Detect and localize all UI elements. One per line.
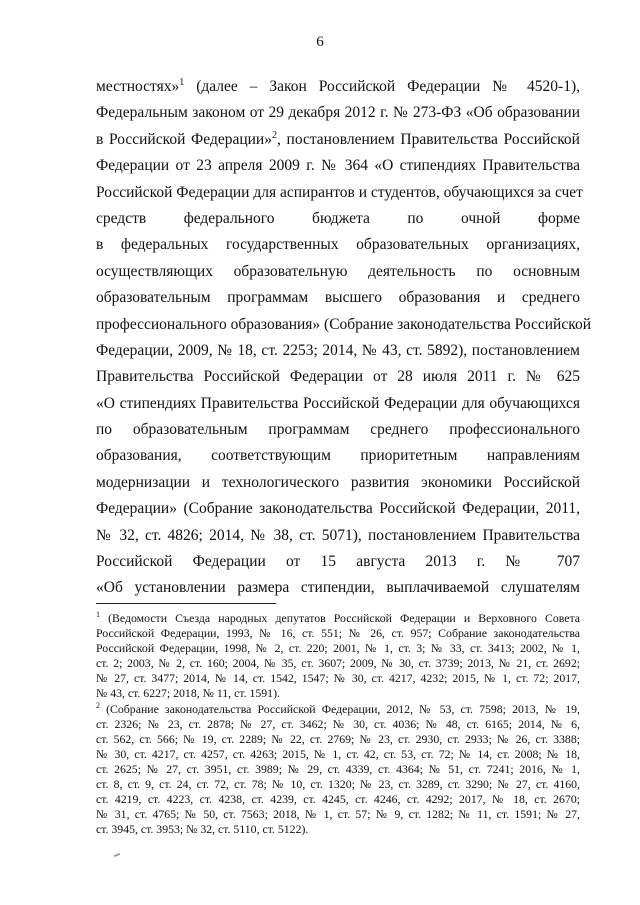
body-text-line bbox=[96, 364, 580, 390]
text-segment: № 31, ст. 4765; № 50, ст. 7563; 2018, № 1, ст. 57; № 9, ст. 1282; № 11, ст. 1591; № 27, bbox=[96, 807, 580, 822]
footnotes bbox=[96, 611, 580, 837]
body-text-line bbox=[96, 153, 580, 179]
text-segment: «Об установлении размера стипендии, выплачиваемой слушателям bbox=[96, 579, 580, 597]
footnote-reference: 2 bbox=[271, 129, 277, 141]
text-segment: ст. 2326; № 23, ст. 2878; № 27, ст. 3462; № 30, ст. 4036; № 48, ст. 6165; 2014, № 6, bbox=[96, 716, 580, 731]
text-segment: Российской Федерации, 1993, № 16, ст. 551; № 26, ст. 957; Собрание законодательства bbox=[96, 626, 580, 641]
footnote-reference: 2 bbox=[96, 700, 100, 710]
text-segment: образования, соответствующим приоритетным направлениям bbox=[96, 447, 580, 465]
footnote-line bbox=[96, 822, 580, 837]
body-text-line bbox=[96, 127, 580, 153]
text-segment: Федерации от 23 апреля 2009 г. № 364 «О стипендиях Правительства bbox=[96, 157, 580, 175]
text-segment: ст. 4219, ст. 4223, ст. 4238, ст. 4239, ст. 4245, ст. 4246, ст. 4292; 2017, № 18, ст. 2670; bbox=[96, 792, 580, 807]
body-text-line bbox=[96, 180, 583, 206]
footnote-line bbox=[96, 747, 580, 762]
page-number: 6 bbox=[316, 34, 324, 50]
text-segment: в федеральных государственных образовательных организациях, bbox=[96, 236, 580, 254]
body-text-line bbox=[96, 391, 580, 417]
footnote-reference: 1 bbox=[96, 610, 100, 620]
text-segment: осуществляющих образовательную деятельность по основным bbox=[96, 262, 580, 280]
text-segment: (Собрание законодательства Российской Федерации, 2012, № 53, ст. 7598; 2013, № 19, bbox=[100, 701, 580, 716]
text-segment: Правительства Российской Федерации от 28 июля 2011 г. № 625 bbox=[96, 368, 580, 386]
footnote-line bbox=[96, 762, 580, 777]
footnote-line bbox=[96, 686, 580, 701]
text-segment: модернизации и технологического развития экономики Российской bbox=[96, 473, 580, 491]
footnote-line bbox=[96, 702, 580, 717]
text-segment: (Ведомости Съезда народных депутатов Российской Федерации и Верховного Совета bbox=[100, 611, 580, 625]
body-text-line bbox=[96, 575, 580, 601]
body-text bbox=[96, 74, 591, 602]
text-segment: Российской Федерации от 15 августа 2013 г. № 707 bbox=[96, 553, 580, 571]
footnote-line bbox=[96, 626, 580, 641]
body-text-line bbox=[96, 100, 580, 126]
body-text-line bbox=[96, 312, 591, 338]
text-segment: в Российской Федерации» bbox=[96, 130, 272, 148]
body-text-line bbox=[96, 470, 580, 496]
text-segment: (далее – Закон Российской Федерации № 4520-1), bbox=[184, 78, 580, 95]
text-segment: профессионального образования» (Собрание законодательства Российской bbox=[96, 315, 591, 333]
footnote-line bbox=[96, 611, 580, 626]
text-segment: «О стипендиях Правительства Российской Федерации для обучающихся bbox=[96, 394, 580, 412]
body-text-line bbox=[96, 74, 580, 100]
body-text-line bbox=[96, 523, 580, 549]
text-segment: № 43, ст. 6227; 2018, № 11, ст. 1591). bbox=[96, 686, 280, 701]
text-segment: № 30, ст. 4217, ст. 4257, ст. 4263; 2015, № 1, ст. 42, ст. 53, ст. 72; № 14, ст. 2008; № 18, bbox=[96, 746, 580, 761]
text-segment: Федерации» (Собрание законодательства Российской Федерации, 2011, bbox=[96, 500, 580, 518]
text-segment: ст. 2; 2003, № 2, ст. 160; 2004, № 35, ст. 3607; 2009, № 30, ст. 3739; 2013, № 21, ст. 2692; bbox=[96, 656, 580, 671]
text-segment: ст. 3945, ст. 3953; № 32, ст. 5110, ст. 5122). bbox=[96, 822, 309, 837]
text-segment: Федерации, 2009, № 18, ст. 2253; 2014, № 43, ст. 5892), постановлением bbox=[96, 341, 580, 359]
body-text-line bbox=[96, 338, 580, 364]
text-segment: № 32, ст. 4826; 2014, № 38, ст. 5071), постановлением Правительства bbox=[96, 526, 580, 544]
footnote-line bbox=[96, 807, 580, 822]
footnote-line bbox=[96, 777, 580, 792]
text-segment: ст. 2625; № 27, ст. 3951, ст. 3989; № 29, ст. 4339, ст. 4364; № 51, ст. 7241; 2016, № 1, bbox=[96, 761, 580, 776]
footnote-reference: 1 bbox=[179, 76, 185, 88]
text-segment: Российской Федерации для аспирантов и студентов, обучающихся за счет bbox=[96, 183, 583, 201]
body-text-line bbox=[96, 549, 580, 575]
body-text-line bbox=[96, 232, 580, 258]
text-segment: по образовательным программам среднего профессионального bbox=[96, 421, 580, 439]
text-segment: ст. 562, ст. 566; № 19, ст. 2289; № 22, ст. 2769; № 23, ст. 2930, ст. 2933; № 26, ст. 3388; bbox=[96, 731, 580, 746]
text-segment: Российской Федерации, 1998, № 2, ст. 220; 2001, № 1, ст. 3; № 33, ст. 3413; 2002, № 1, bbox=[96, 641, 580, 656]
body-text-line bbox=[96, 417, 580, 443]
footnote-line bbox=[96, 792, 580, 807]
text-segment: Федеральным законом от 29 декабря 2012 г. № 273-ФЗ «Об образовании bbox=[96, 104, 580, 122]
body-text-line bbox=[96, 285, 580, 311]
footnote-line bbox=[96, 717, 580, 732]
text-segment: ст. 8, ст. 9, ст. 24, ст. 72, ст. 78; № 10, ст. 1320; № 23, ст. 3289, ст. 3290; № 27, ст. 4160, bbox=[96, 777, 580, 792]
text-segment: образовательным программам высшего образования и среднего bbox=[96, 289, 580, 307]
footnote-line bbox=[96, 656, 580, 671]
footnote-line bbox=[96, 732, 580, 747]
text-segment: № 27, ст. 3477; 2014, № 14, ст. 1542, 1547; № 30, ст. 4217, 4232; 2015, № 1, ст. 72; 2017, bbox=[96, 671, 580, 686]
body-text-line bbox=[96, 443, 580, 469]
body-text-line bbox=[96, 206, 580, 232]
text-segment: средств федерального бюджета по очной форме bbox=[96, 209, 580, 227]
footnote-separator bbox=[96, 603, 276, 604]
body-text-line bbox=[96, 259, 580, 285]
footnote-line bbox=[96, 671, 580, 686]
footnote-line bbox=[96, 641, 580, 656]
text-segment: местностях» bbox=[96, 78, 180, 95]
text-segment: , постановлением Правительства Российской bbox=[276, 130, 580, 148]
body-text-line bbox=[96, 496, 580, 522]
scan-artifact-mark bbox=[114, 853, 120, 857]
